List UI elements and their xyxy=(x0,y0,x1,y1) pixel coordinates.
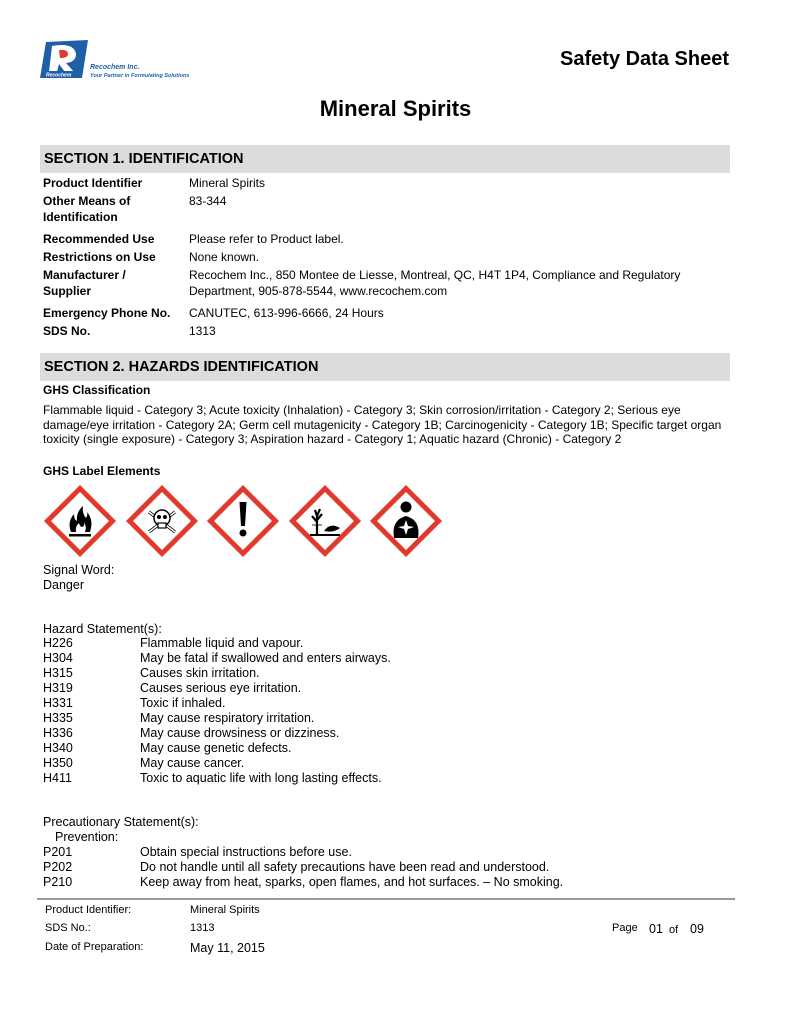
value-sds-no: 1313 xyxy=(189,324,216,338)
document-type: Safety Data Sheet xyxy=(560,48,729,70)
ghs-label-heading: GHS Label Elements xyxy=(43,464,161,478)
hazard-code: H226 xyxy=(43,636,73,650)
footer-date-value: May 11, 2015 xyxy=(190,941,265,955)
hazard-code: H319 xyxy=(43,681,73,695)
hazard-text: May cause cancer. xyxy=(140,756,245,770)
flame-icon xyxy=(41,482,119,560)
hazard-statements-heading: Hazard Statement(s): xyxy=(43,622,162,636)
ghs-classification-text: Flammable liquid - Category 3; Acute toxicity (Inhalation) - Category 3; Skin corrosion/irritation - Category 2; Serious eye damage/eye irritation - Category 2A; Germ cell mutagenicity - Category 1B; Carcinogenicity - Category 1B; Specific target organ toxicity (single exposure) - Category 3; Aspiration hazard - Category 1; Aquatic hazard (Chronic) - Category 2 xyxy=(43,403,722,446)
exclamation-mark-icon xyxy=(204,482,282,560)
hazard-code: H340 xyxy=(43,741,73,755)
page-label: Page xyxy=(612,922,638,934)
prevention-heading: Prevention: xyxy=(55,830,119,844)
precaution-text: Obtain special instructions before use. xyxy=(140,845,352,859)
page-of: of xyxy=(669,924,679,936)
company-logo xyxy=(38,38,90,80)
label-restrictions: Restrictions on Use xyxy=(43,250,156,264)
page-current: 01 xyxy=(649,922,663,936)
precaution-text: Keep away from heat, sparks, open flames, and hot surfaces. – No smoking. xyxy=(140,875,564,889)
section-1-title: SECTION 1. IDENTIFICATION xyxy=(44,151,244,167)
hazard-text: Toxic if inhaled. xyxy=(140,696,226,710)
section-1-header xyxy=(40,145,730,173)
logo-mark-text: Recochem xyxy=(46,72,72,79)
product-title: Mineral Spirits xyxy=(319,96,472,121)
hazard-code: H350 xyxy=(43,756,73,770)
hazard-code: H335 xyxy=(43,711,73,725)
hazard-code: H304 xyxy=(43,651,73,665)
label-recommended-use: Recommended Use xyxy=(43,232,155,246)
label-other-means: Other Means of Identification xyxy=(43,194,131,224)
health-hazard-icon xyxy=(367,482,445,560)
hazard-code: H315 xyxy=(43,666,73,680)
hazard-text: Toxic to aquatic life with long lasting effects. xyxy=(140,771,382,785)
footer-product-value: Mineral Spirits xyxy=(190,904,260,916)
value-other-means: 83-344 xyxy=(189,194,227,208)
hazard-code: H411 xyxy=(43,771,72,785)
hazard-text: Causes skin irritation. xyxy=(140,666,260,680)
section-2-title: SECTION 2. HAZARDS IDENTIFICATION xyxy=(44,359,319,375)
footer-divider xyxy=(37,898,735,900)
section-2-header xyxy=(40,353,730,381)
footer-date-label: Date of Preparation: xyxy=(45,941,144,953)
label-emergency-phone: Emergency Phone No. xyxy=(43,306,171,320)
hazard-code: H336 xyxy=(43,726,73,740)
hazard-text: May cause genetic defects. xyxy=(140,741,292,755)
company-tagline: Your Partner in Formulating Solutions xyxy=(90,73,190,79)
footer-product-label: Product Identifier: xyxy=(45,904,132,916)
hazard-text: May be fatal if swallowed and enters airways. xyxy=(140,651,391,665)
footer-sds-value: 1313 xyxy=(190,922,215,934)
hazard-text: Flammable liquid and vapour. xyxy=(140,636,304,650)
environment-icon xyxy=(286,482,364,560)
footer-sds-label: SDS No.: xyxy=(45,922,91,934)
precaution-text: Do not handle until all safety precautions have been read and understood. xyxy=(140,860,550,874)
label-manufacturer: Manufacturer / Supplier xyxy=(43,268,126,298)
precaution-code: P210 xyxy=(43,875,73,889)
value-emergency-phone: CANUTEC, 613-996-6666, 24 Hours xyxy=(189,306,384,320)
hazard-text: Causes serious eye irritation. xyxy=(140,681,302,695)
signal-word: Danger xyxy=(43,578,84,592)
value-recommended-use: Please refer to Product label. xyxy=(189,232,344,246)
hazard-code: H331 xyxy=(43,696,73,710)
ghs-classification-heading: GHS Classification xyxy=(43,383,151,397)
label-product-identifier: Product Identifier xyxy=(43,176,143,190)
skull-crossbones-icon xyxy=(123,482,201,560)
value-manufacturer: Recochem Inc., 850 Montee de Liesse, Montreal, QC, H4T 1P4, Compliance and Regulatory Department, 905-878-5544, www.recochem.com xyxy=(189,268,681,298)
value-product-identifier: Mineral Spirits xyxy=(189,176,266,190)
precautionary-heading: Precautionary Statement(s): xyxy=(43,815,199,829)
hazard-text: May cause drowsiness or dizziness. xyxy=(140,726,340,740)
page-total: 09 xyxy=(690,922,704,936)
signal-word-label: Signal Word: xyxy=(43,563,115,577)
precaution-code: P201 xyxy=(43,845,73,859)
precaution-code: P202 xyxy=(43,860,73,874)
value-restrictions: None known. xyxy=(189,250,260,264)
label-sds-no: SDS No. xyxy=(43,324,91,338)
hazard-text: May cause respiratory irritation. xyxy=(140,711,315,725)
company-name: Recochem Inc. xyxy=(90,64,140,71)
